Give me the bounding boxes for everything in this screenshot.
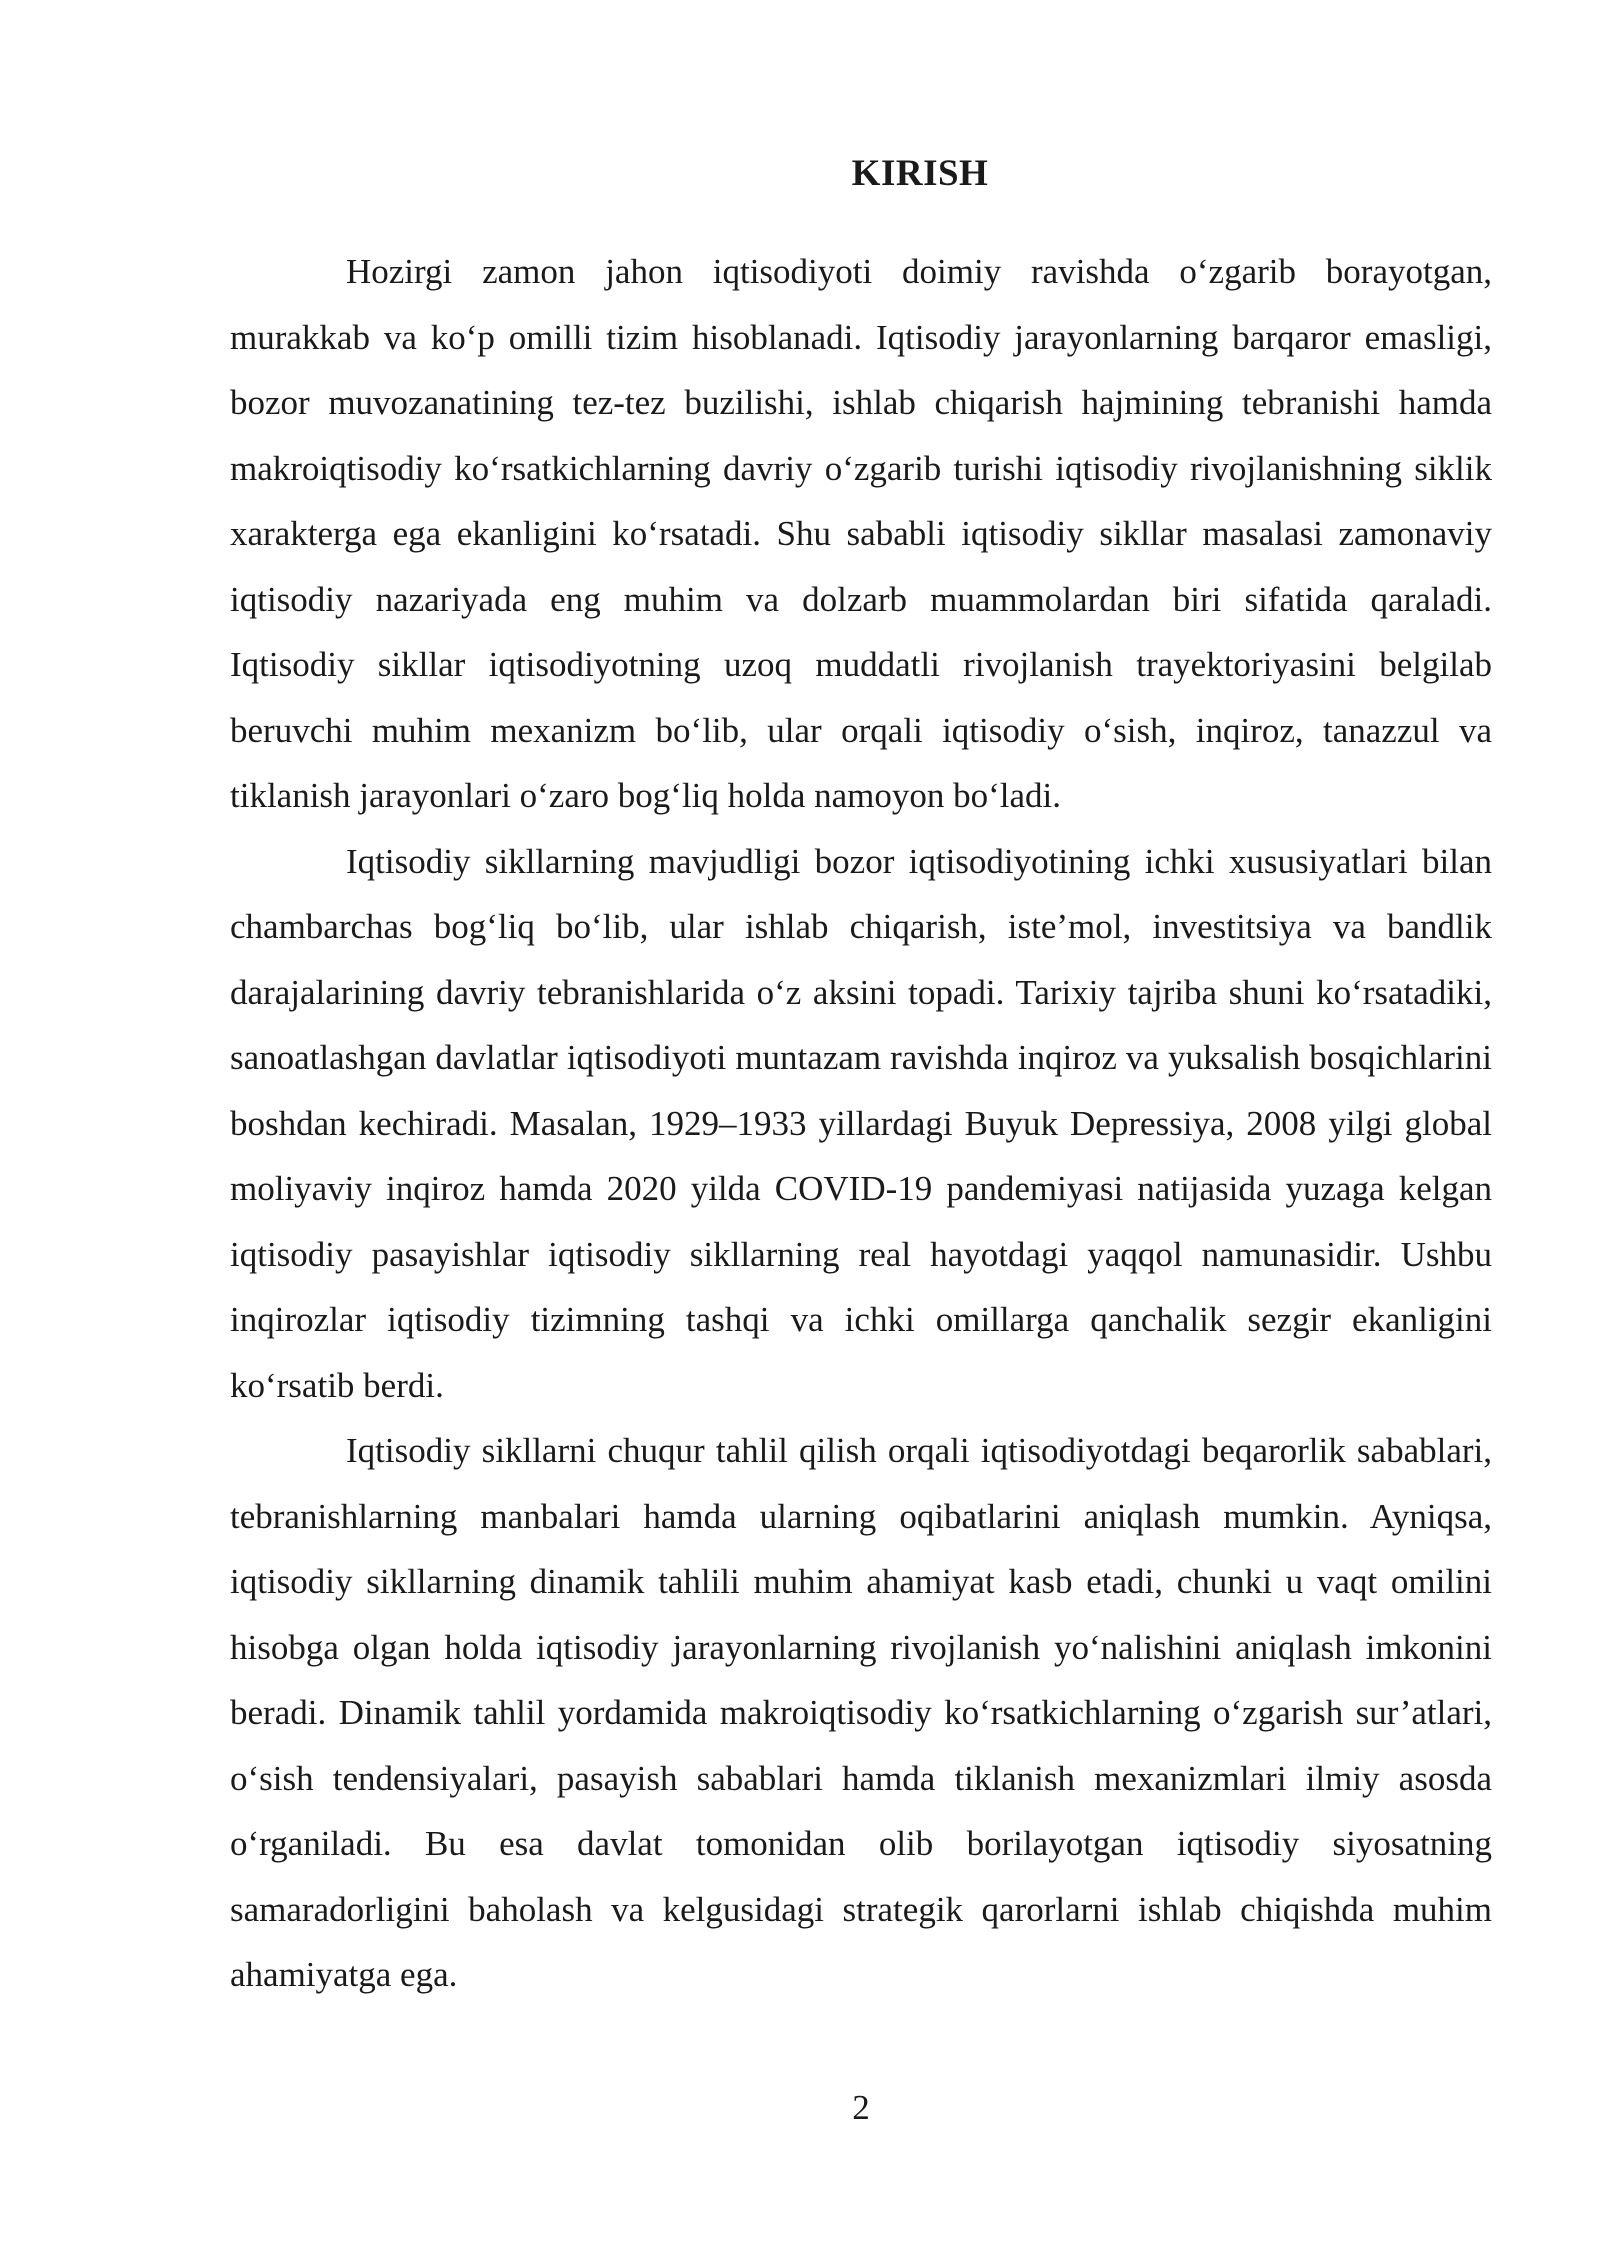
page-number: 2: [852, 2088, 870, 2127]
body-text: [230, 239, 1492, 2008]
paragraph: Iqtisodiy sikllarni chuqur tahlil qilish orqali iqtisodiyotdagi beqarorlik sabablari, tebranishlarning manbalari hamda ularning oqibatlarini aniqlash mumkin. Ayniqsa, iqtisodiy sikllarning dinamik tahlili muhim ahamiyat kasb etadi, chunki u vaqt omilini hisobga olgan holda iqtisodiy jarayonlarning rivojlanish yo‘nalishini aniqlash imkonini beradi. Dinamik tahlil yordamida makroiqtisodiy ko‘rsatkichlarning o‘zgarish sur’atlari, o‘sish tendensiyalari, pasayish sabablari hamda tiklanish mexanizmlari ilmiy asosda o‘rganiladi. Bu esa davlat tomonidan olib borilayotgan iqtisodiy siyosatning samaradorligini baholash va kelgusidagi strategik qarorlarni ishlab chiqishda muhim ahamiyatga ega.: [230, 1431, 1492, 1994]
paragraph: Iqtisodiy sikllarning mavjudligi bozor iqtisodiyotining ichki xususiyatlari bilan chambarchas bog‘liq bo‘lib, ular ishlab chiqarish, iste’mol, investitsiya va bandlik darajalarining davriy tebranishlarida o‘z aksini topadi. Tarixiy tajriba shuni ko‘rsatadiki, sanoatlashgan davlatlar iqtisodiyoti muntazam ravishda inqiroz va yuksalish bosqichlarini boshdan kechiradi. Masalan, 1929–1933 yillardagi Buyuk Depressiya, 2008 yilgi global moliyaviy inqiroz hamda 2020 yilda COVID-19 pandemiyasi natijasida yuzaga kelgan iqtisodiy pasayishlar iqtisodiy sikllarning real hayotdagi yaqqol namunasidir. Ushbu inqirozlar iqtisodiy tizimning tashqi va ichki omillarga qanchalik sezgir ekanligini ko‘rsatib berdi.: [230, 841, 1492, 1405]
paragraph: Hozirgi zamon jahon iqtisodiyoti doimiy ravishda o‘zgarib borayotgan, murakkab va ko‘p omilli tizim hisoblanadi. Iqtisodiy jarayonlarning barqaror emasligi, bozor muvozanatining tez-tez buzilishi, ishlab chiqarish hajmining tebranishi hamda makroiqtisodiy ko‘rsatkichlarning davriy o‘zgarib turishi iqtisodiy rivojlanishning siklik xarakterga ega ekanligini ko‘rsatadi. Shu sababli iqtisodiy sikllar masalasi zamonaviy iqtisodiy nazariyada eng muhim va dolzarb muammolardan biri sifatida qaraladi. Iqtisodiy sikllar iqtisodiyotning uzoq muddatli rivojlanish trayektoriyasini belgilab beruvchi muhim mexanizm bo‘lib, ular orqali iqtisodiy o‘sish, inqiroz, tanazzul va tiklanish jarayonlari o‘zaro bog‘liq holda namoyon bo‘ladi.: [230, 252, 1492, 815]
page-title: KIRISH: [851, 153, 989, 194]
